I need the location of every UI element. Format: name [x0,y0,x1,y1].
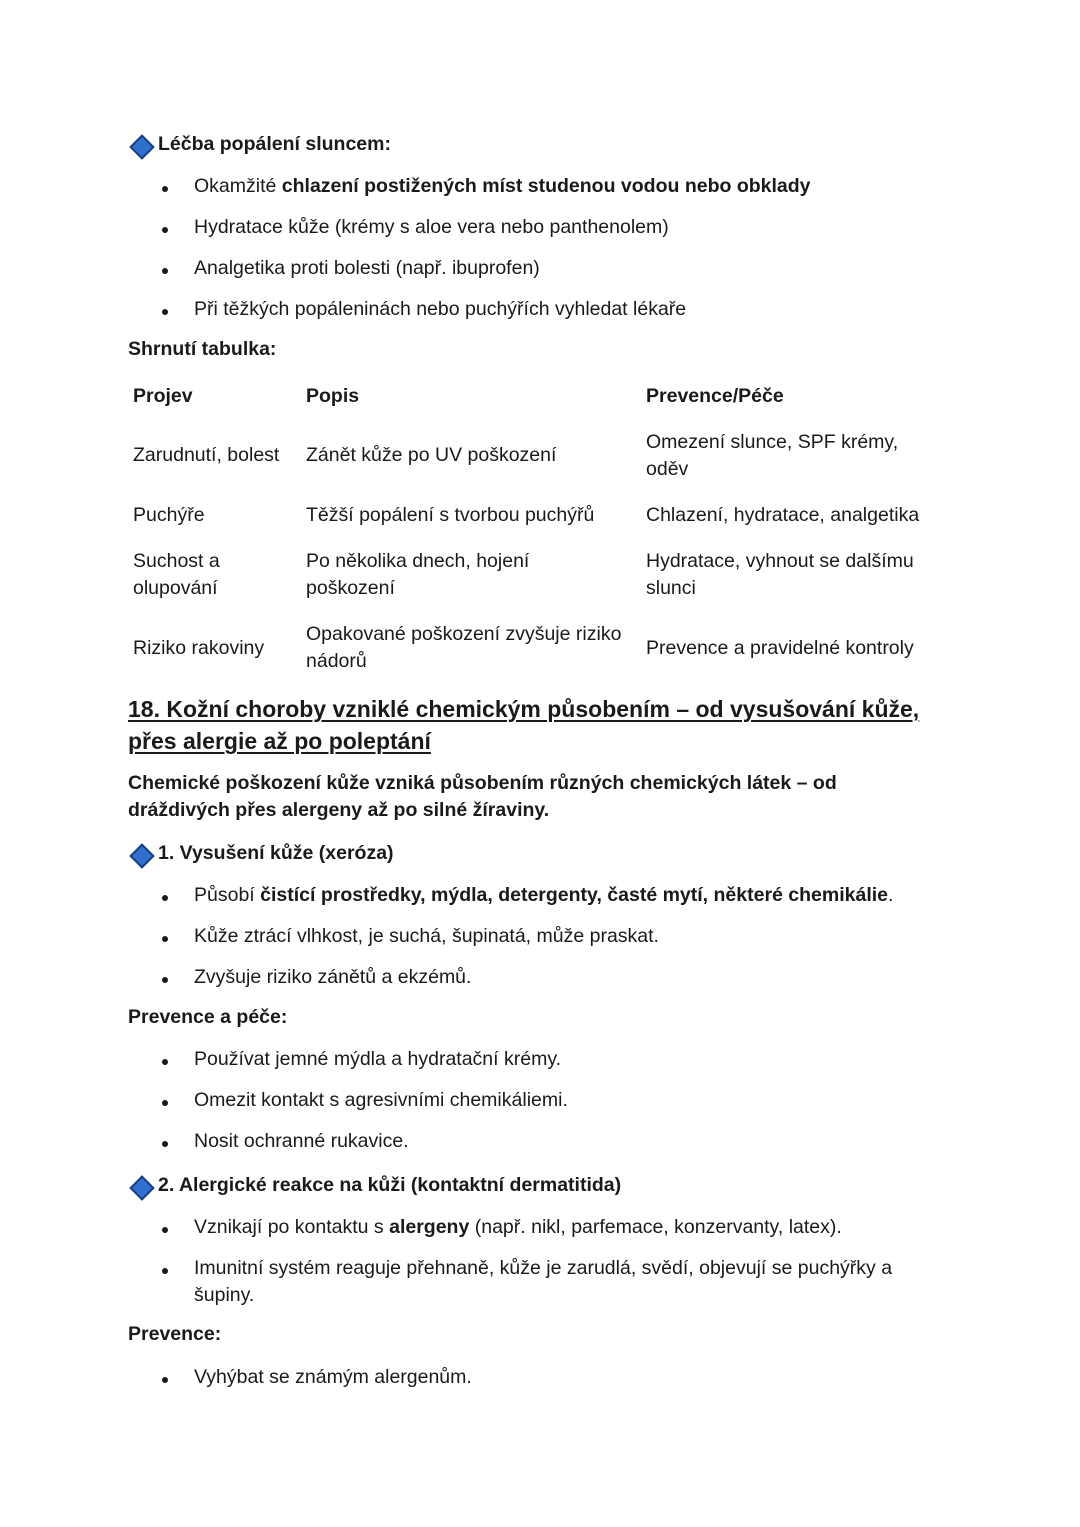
list-item: Omezit kontakt s agresivními chemikáliemi. [194,1089,568,1111]
list-item: Zvyšuje riziko zánětů a ekzémů. [194,966,472,988]
bullet-icon [162,977,168,983]
bullet-icon [162,1377,168,1383]
bullet-icon [162,895,168,901]
table-cell: Suchost a olupování [133,550,220,599]
table-cell: Puchýře [133,504,205,526]
diamond-bullet-icon [129,1175,154,1200]
bullet-icon [162,186,168,192]
table-cell: Po několika dnech, hojení poškození [306,550,530,599]
table-header-popis: Popis [306,385,360,407]
table-cell: Hydratace, vyhnout se dalšímu slunci [646,550,914,599]
table-cell: Prevence a pravidelné kontroly [646,637,914,659]
bullet-icon [162,1268,168,1274]
list-item: Působí čistící prostředky, mýdla, detergenty, časté mytí, některé chemikálie. [194,884,894,906]
xerosis-prevention-heading: Prevence a péče: [128,1006,288,1028]
section-intro: Chemické poškození kůže vzniká působením různých chemických látek – od dráždivých přes alergeny až po silné žíraviny. [128,772,837,821]
allergy-heading: 2. Alergické reakce na kůži (kontaktní dermatitida) [158,1174,622,1196]
table-cell: Omezení slunce, SPF krémy, oděv [646,431,899,480]
list-item: Analgetika proti bolesti (např. ibuprofen) [194,257,540,279]
table-header-prevence: Prevence/Péče [646,385,784,407]
bullet-icon [162,309,168,315]
sunburn-treatment-heading: Léčba popálení sluncem: [158,133,391,155]
diamond-bullet-icon [129,134,154,159]
table-cell: Zarudnutí, bolest [133,444,280,466]
bullet-icon [162,227,168,233]
summary-table-heading: Shrnutí tabulka: [128,338,277,360]
list-item: Hydratace kůže (krémy s aloe vera nebo panthenolem) [194,216,669,238]
list-item: Imunitní systém reaguje přehnaně, kůže je zarudlá, svědí, objevují se puchýřky a šupiny. [194,1257,893,1306]
list-item: Vznikají po kontaktu s alergeny (např. nikl, parfemace, konzervanty, latex). [194,1216,842,1238]
xerosis-heading: 1. Vysušení kůže (xeróza) [158,842,394,864]
table-cell: Opakované poškození zvyšuje riziko nádorů [306,623,622,672]
table-cell: Riziko rakoviny [133,637,265,659]
list-item: Používat jemné mýdla a hydratační krémy. [194,1048,562,1070]
bullet-icon [162,268,168,274]
bullet-icon [162,1059,168,1065]
table-cell: Zánět kůže po UV poškození [306,444,557,466]
table-header-projev: Projev [133,385,193,407]
section-title: 18. Kožní choroby vzniklé chemickým působením – od vysušování kůže, přes alergie až po poleptání [128,696,920,754]
table-cell: Těžší popálení s tvorbou puchýřů [306,504,595,526]
bullet-icon [162,1141,168,1147]
list-item: Vyhýbat se známým alergenům. [194,1366,472,1388]
allergy-prevention-heading: Prevence: [128,1323,222,1345]
list-item: Okamžité chlazení postižených míst studenou vodou nebo obklady [194,175,811,197]
diamond-bullet-icon [129,843,154,868]
bullet-icon [162,936,168,942]
list-item: Při těžkých popáleninách nebo puchýřích vyhledat lékaře [194,298,687,320]
list-item: Nosit ochranné rukavice. [194,1130,409,1152]
bullet-icon [162,1227,168,1233]
list-item: Kůže ztrácí vlhkost, je suchá, šupinatá, může praskat. [194,925,659,947]
bullet-icon [162,1100,168,1106]
table-cell: Chlazení, hydratace, analgetika [646,504,920,526]
